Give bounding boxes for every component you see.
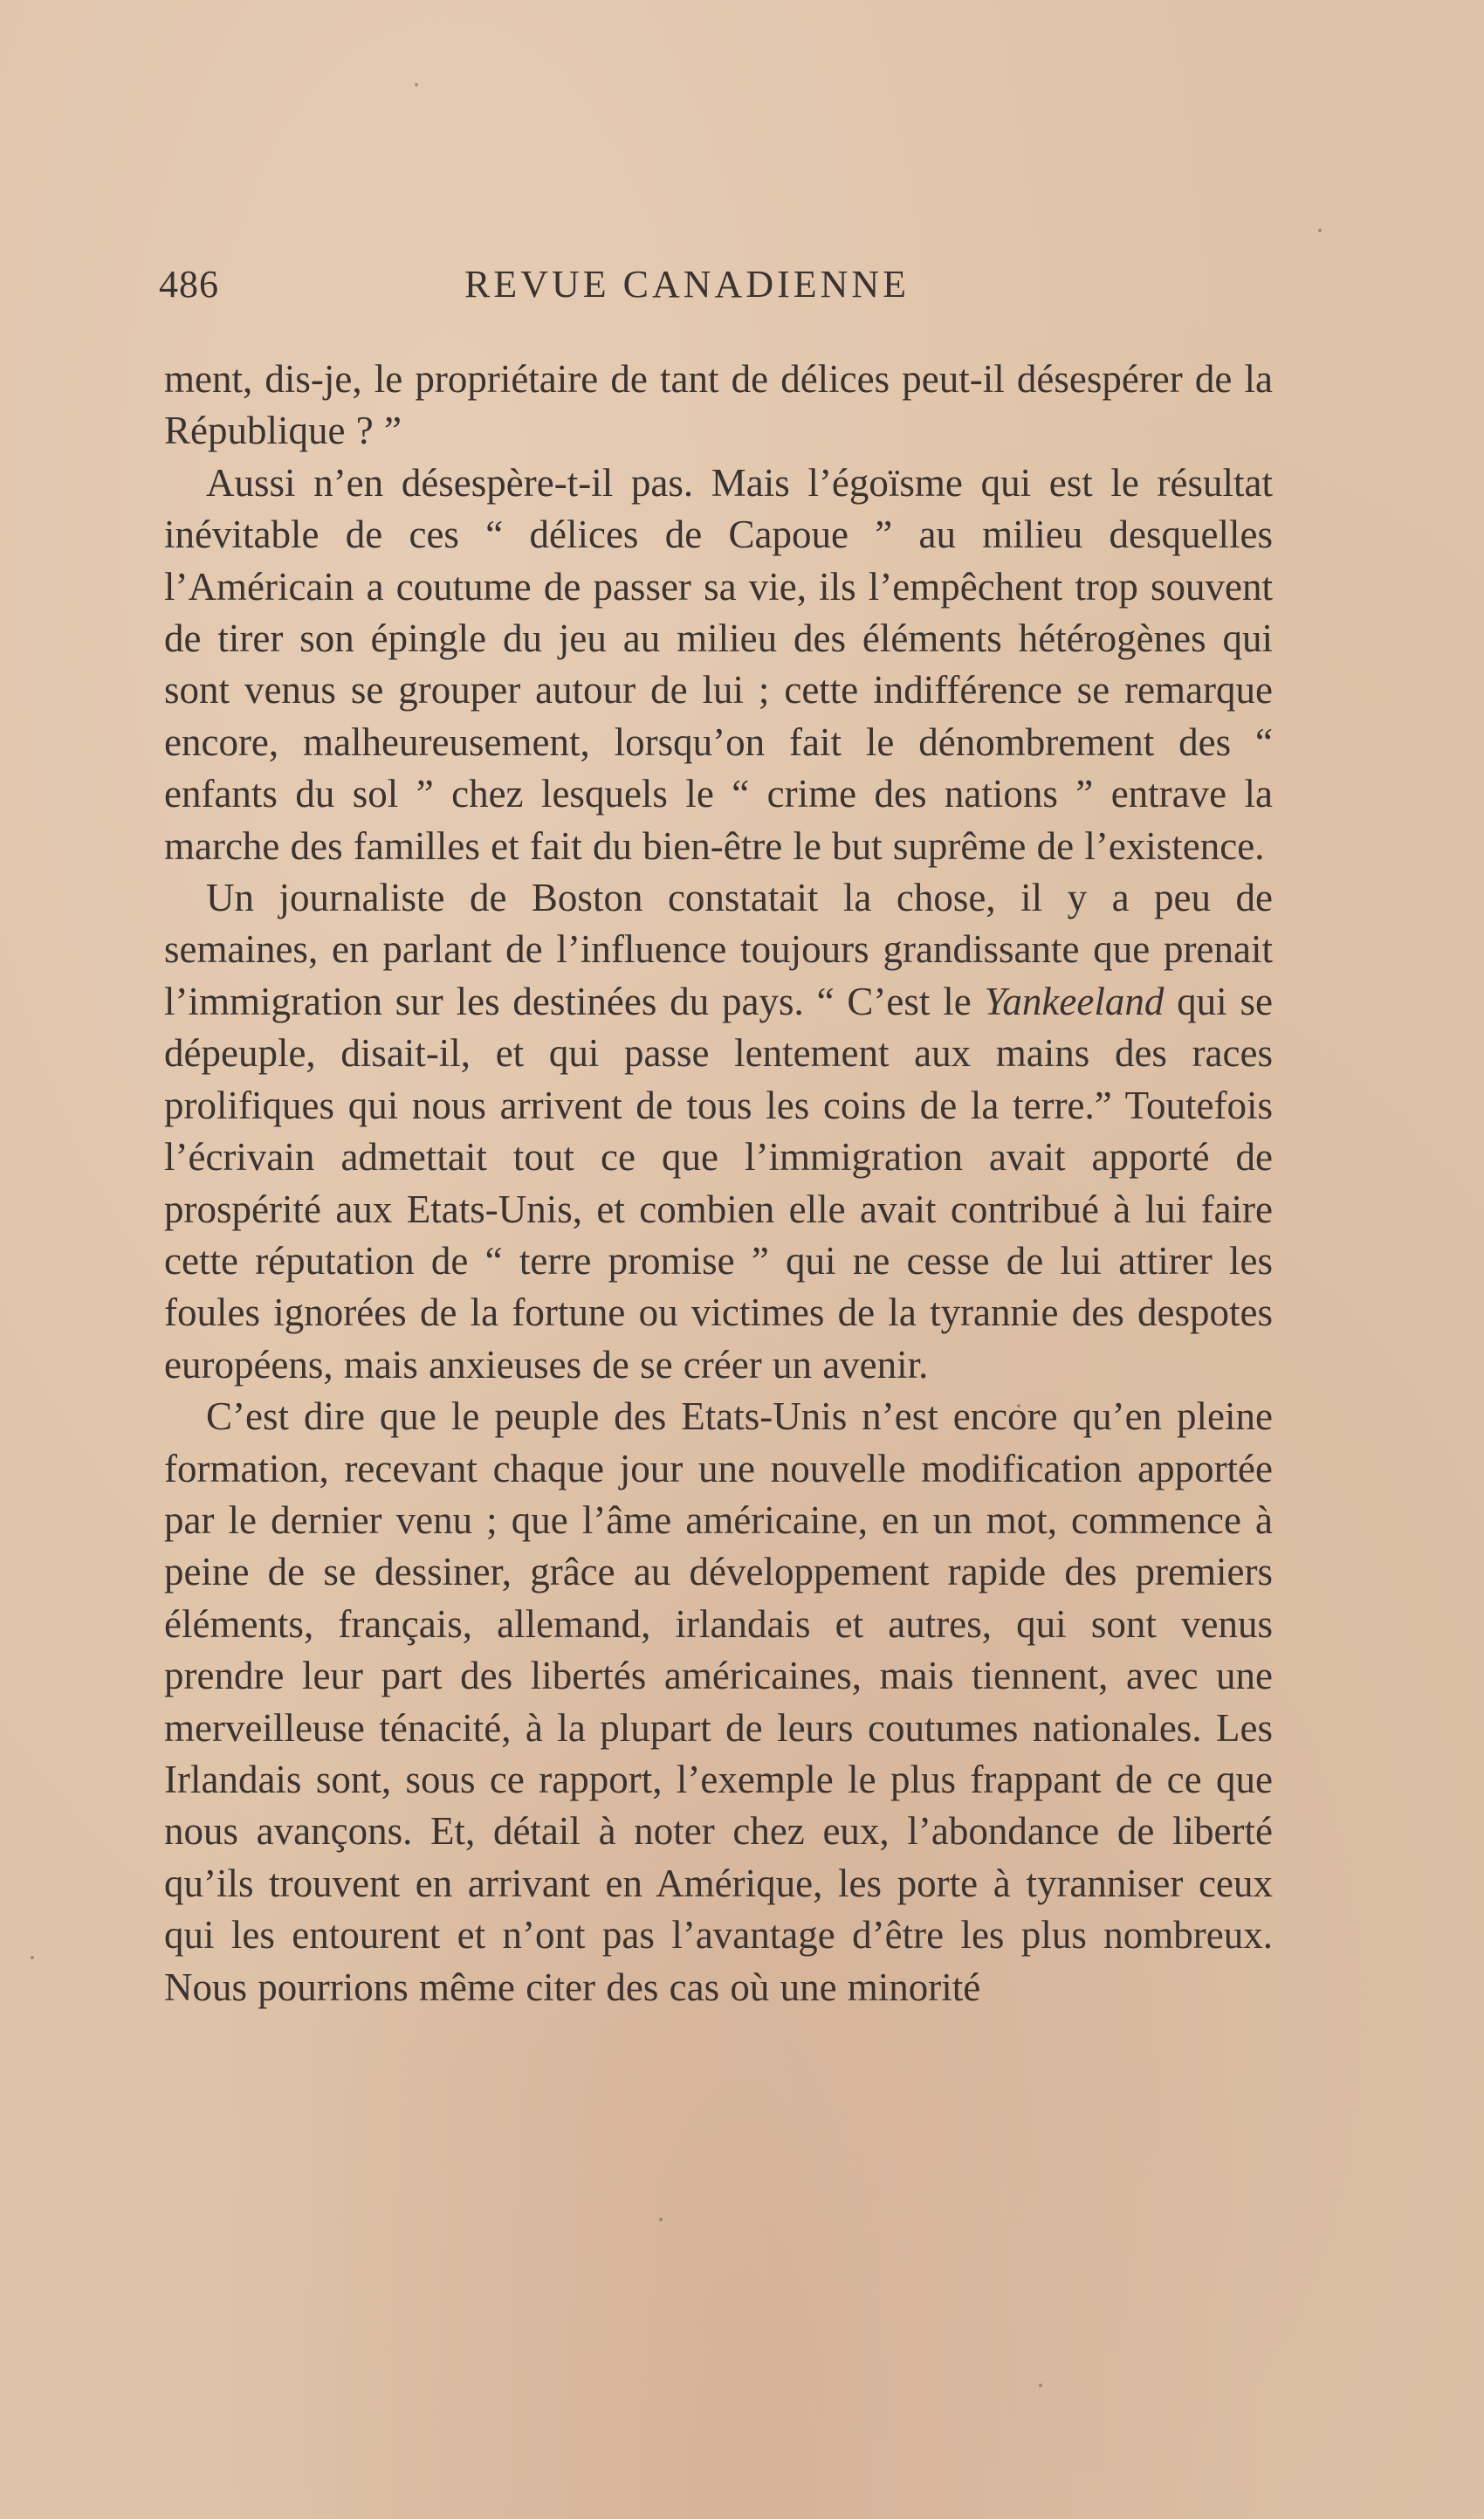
paper-speck bbox=[1017, 1404, 1020, 1407]
paragraph-3 bbox=[164, 872, 1273, 1391]
paper-speck bbox=[659, 2218, 663, 2221]
body-text bbox=[164, 354, 1273, 2013]
paragraph-4: C’est dire que le peuple des Etats-Unis n’est encore qu’en pleine formation, recevant chaque jour une nouvelle modification apportée par le dernier venu ; que l’âme américaine, en un mot, commence à peine de se dessiner, grâce au développement rapide des premiers éléments, français, allemand, irlandais et autres, qui sont venus prendre leur part des libertés américaines, mais tiennent, avec une merveilleuse ténacité, à la plupart de leurs coutumes nationales. Les Irlandais sont, sous ce rapport, l’exemple le plus frappant de ce que nous avançons. Et, détail à noter chez eux, l’abondance de liberté qu’ils trouvent en arrivant en Amérique, les porte à tyranniser ceux qui les entourent et n’ont pas l’avantage d’être les plus nombreux. Nous pourrions même citer des cas où une minorité bbox=[164, 1394, 1273, 2009]
journal-title: REVUE CANADIENNE bbox=[464, 263, 910, 306]
paper-speck bbox=[1039, 2384, 1042, 2387]
page-number: 486 bbox=[159, 263, 219, 306]
paragraph-3-text-b: qui se dépeuple, disait-il, et qui passe lentement aux mains des races prolifiques qui nous arrivent de tous les coins de la terre.” Toutefois l’écrivain admettait tout ce que l’immigration avait apporté de prospérité aux Etats-Unis, et combien elle avait contribué à lui faire cette réputation de “ terre promise ” qui ne cesse de lui attirer les foules ignorées de la fortune ou victimes de la tyrannie des despotes européens, mais anxieuses de se créer un avenir. bbox=[164, 979, 1273, 1387]
paper-speck bbox=[415, 83, 418, 86]
running-head bbox=[159, 262, 1276, 314]
paragraph-2: Aussi n’en désespère-t-il pas. Mais l’égoïsme qui est le résultat inévitable de ces “ délices de Capoue ” au milieu desquelles l’Américain a coutume de passer sa vie, ils l’empêchent trop souvent de tirer son épingle du jeu au milieu des éléments hétérogènes qui sont venus se grouper autour de lui ; cette indifférence se remarque encore, malheureusement, lorsqu’on fait le dénombrement des “ enfants du sol ” chez lesquels le “ crime des nations ” entrave la marche des familles et fait du bien-être le but suprême de l’existence. bbox=[164, 460, 1273, 868]
paragraph-3-text-a: Un journaliste de Boston constatait la chose, il y a peu de semaines, en parlant de l’influence toujours grandissante que prenait l’immigration sur les destinées du pays. “ C’est le bbox=[164, 876, 1273, 1023]
paper-speck bbox=[31, 1956, 34, 1959]
paragraph-1: ment, dis-je, le propriétaire de tant de délices peut-il désespérer de la République ? ” bbox=[164, 357, 1273, 453]
paper-speck bbox=[1318, 229, 1322, 232]
paragraph-3-italic: Yankeeland bbox=[984, 979, 1165, 1023]
